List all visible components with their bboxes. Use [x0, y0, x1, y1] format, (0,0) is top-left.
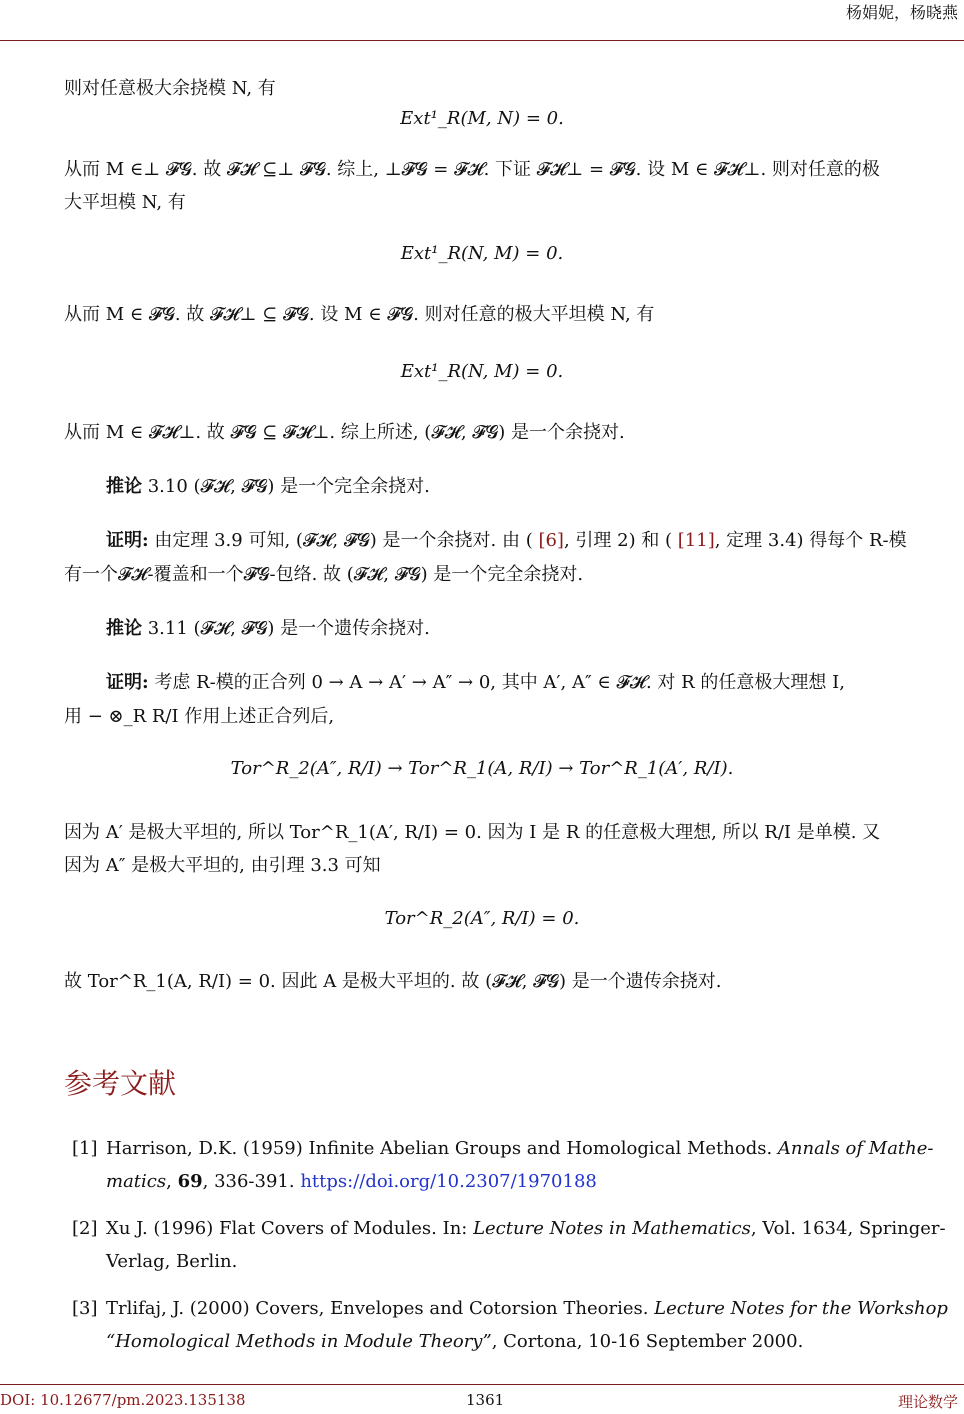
reference-journal: Annals of Mathe-	[777, 1138, 934, 1159]
text-line: 因为 A′ 是极大平坦的, 所以 Tor^R_1(A′, R/I) = 0. 因为 I 是 R 的任意极大理想, 所以 R/I 是单模. 又	[64, 822, 881, 843]
reference-text: , Cortona, 10-16 September 2000.	[491, 1331, 804, 1352]
corollary-text: 3.11 (𝓕𝓗, 𝓕𝓖) 是一个遗传余挠对.	[142, 618, 430, 639]
reference-text: , Vol. 1634, Springer-	[750, 1218, 946, 1239]
reference-2-line-2: Verlag, Berlin.	[106, 1251, 238, 1272]
reference-number: [2]	[72, 1218, 98, 1239]
reference-text: Trlifaj, J. (2000) Covers, Envelopes and Cotorsion Theories.	[106, 1298, 655, 1319]
citation-link[interactable]: [6]	[538, 530, 564, 551]
text-line: 因为 A″ 是极大平坦的, 由引理 3.3 可知	[64, 855, 381, 876]
text-line: 从而 M ∈ 𝓕𝓗⊥. 故 𝓕𝓖 ⊆ 𝓕𝓗⊥. 综上所述, (𝓕𝓗, 𝓕𝓖) 是一个余挠对.	[64, 422, 625, 443]
text-line: 有一个𝓕𝓗-覆盖和一个𝓕𝓖-包络. 故 (𝓕𝓗, 𝓕𝓖) 是一个完全余挠对.	[64, 564, 584, 585]
proof-2-line-1	[106, 668, 845, 694]
reference-series: Lecture Notes in Mathematics	[473, 1218, 751, 1239]
text-line: 大平坦模 N, 有	[64, 192, 186, 213]
reference-series: Lecture Notes for the Workshop	[654, 1298, 948, 1319]
proof-text: 考虑 R-模的正合列 0 → A → A′ → A″ → 0, 其中 A′, A″ ∈ 𝓕𝓗. 对 R 的任意极大理想 I,	[148, 672, 845, 693]
equation: Ext¹_R(N, M) = 0.	[400, 243, 564, 264]
proof-text: , 定理 3.4) 得每个 R-模	[714, 530, 907, 551]
citation-link[interactable]: [11]	[677, 530, 715, 551]
equation: Ext¹_R(N, M) = 0.	[400, 361, 564, 382]
equation: Tor^R_2(A″, R/I) → Tor^R_1(A, R/I) → Tor^R_1(A′, R/I).	[230, 758, 734, 779]
reference-3-line-1	[106, 1298, 948, 1319]
text-line: 从而 M ∈ 𝓕𝓖. 故 𝓕𝓗⊥ ⊆ 𝓕𝓖. 设 M ∈ 𝓕𝓖. 则对任意的极大平坦模 N, 有	[64, 304, 655, 325]
text-line: 从而 M ∈⊥ 𝓕𝓖. 故 𝓕𝓗 ⊆⊥ 𝓕𝓖. 综上, ⊥𝓕𝓖 = 𝓕𝓗. 下证 𝓕𝓗⊥ = 𝓕𝓖. 设 M ∈ 𝓕𝓗⊥. 则对任意的极	[64, 159, 880, 180]
reference-doi-link[interactable]: https://doi.org/10.2307/1970188	[300, 1171, 597, 1192]
proof-text: , 引理 2) 和 (	[563, 530, 678, 551]
proof-text: 由定理 3.9 可知, (𝓕𝓗, 𝓕𝓖) 是一个余挠对. 由 (	[148, 530, 539, 551]
proof-label: 证明:	[106, 672, 149, 693]
text-line: 用 − ⊗_R R/I 作用上述正合列后,	[64, 706, 335, 727]
corollary-label: 推论	[106, 618, 142, 639]
references-heading: 参考文献	[64, 1067, 177, 1100]
reference-2-line-1	[106, 1218, 946, 1239]
text-line: 则对任意极大余挠模 N, 有	[64, 78, 276, 99]
reference-1-line-1	[106, 1138, 933, 1159]
header-authors: 杨娟妮，杨晓燕	[845, 3, 958, 22]
footer-doi-link[interactable]: DOI: 10.12677/pm.2023.135138	[0, 1391, 246, 1409]
footer-rule	[0, 1384, 964, 1385]
text-line: 故 Tor^R_1(A, R/I) = 0. 因此 A 是极大平坦的. 故 (𝓕𝓗, 𝓕𝓖) 是一个遗传余挠对.	[64, 971, 722, 992]
reference-text: Harrison, D.K. (1959) Infinite Abelian Groups and Homological Methods.	[106, 1138, 778, 1159]
corollary-label: 推论	[106, 476, 142, 497]
header-rule	[0, 40, 964, 41]
proof-label: 证明:	[106, 530, 149, 551]
journal-name: 理论数学	[897, 1393, 958, 1411]
corollary-3-11	[106, 614, 430, 640]
reference-journal: matics	[106, 1171, 167, 1192]
reference-pages: , 336-391.	[202, 1171, 301, 1192]
reference-series: “Homological Methods in Module Theory”	[106, 1331, 492, 1352]
reference-number: [3]	[72, 1298, 98, 1319]
reference-1-line-2: matics, 69, 336-391. https://doi.org/10.2307/1970188	[106, 1171, 597, 1192]
corollary-text: 3.10 (𝓕𝓗, 𝓕𝓖) 是一个完全余挠对.	[142, 476, 430, 497]
reference-3-line-2	[106, 1331, 803, 1352]
proof-1-line-1	[106, 526, 907, 552]
corollary-3-10	[106, 472, 430, 498]
reference-volume: 69	[177, 1171, 203, 1192]
reference-number: [1]	[72, 1138, 98, 1159]
reference-text: Xu J. (1996) Flat Covers of Modules. In:	[106, 1218, 474, 1239]
equation: Ext¹_R(M, N) = 0.	[400, 108, 564, 129]
equation: Tor^R_2(A″, R/I) = 0.	[384, 908, 580, 929]
page-number: 1361	[466, 1391, 505, 1409]
